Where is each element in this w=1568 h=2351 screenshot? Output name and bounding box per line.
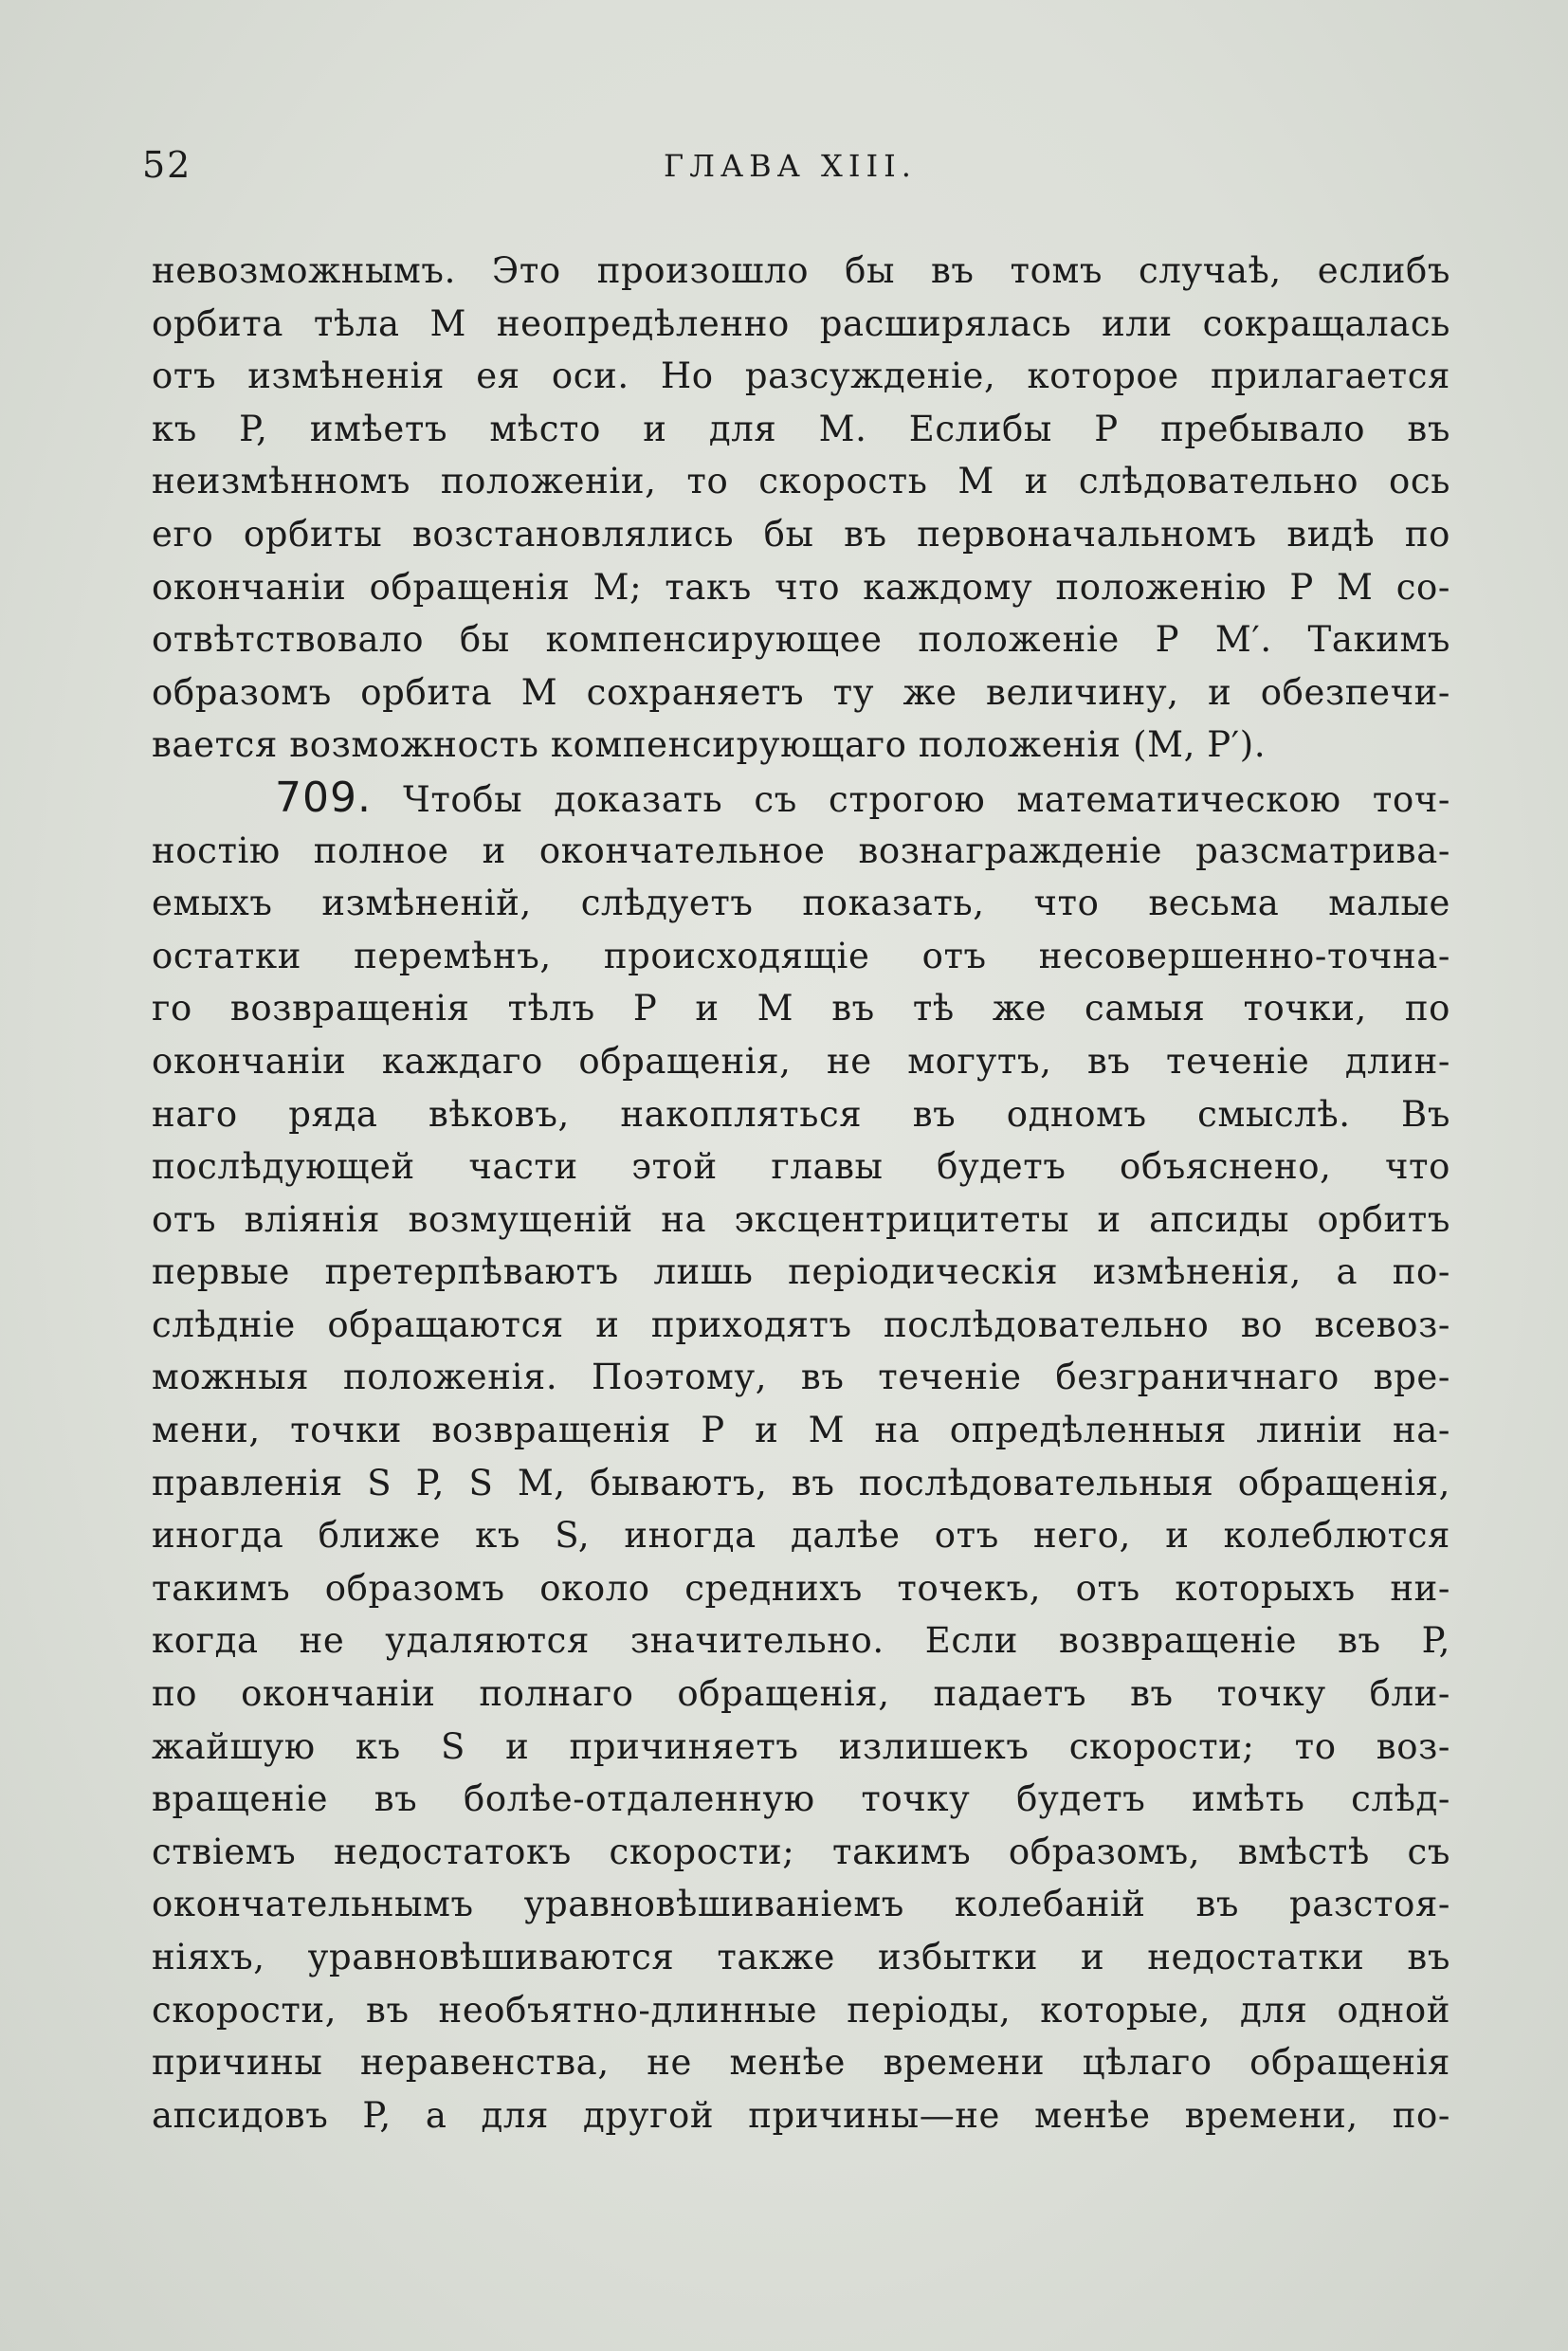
text-line: скорости, въ необъятно-длинные періоды, которые, для одной — [152, 1989, 1450, 2031]
text-line: такимъ образомъ около среднихъ точекъ, отъ которыхъ ни- — [152, 1567, 1450, 1609]
text-line: отъ вліянія возмущеній на эксцентрицитеты и апсиды орбитъ — [152, 1198, 1450, 1240]
text-line: отвѣтствовало бы компенсирующее положеніе P M′. Такимъ — [152, 619, 1450, 661]
text-line: орбита тѣла M неопредѣленно расширялась или сокращалась — [152, 302, 1450, 344]
text-line: когда не удаляются значительно. Если возвращеніе въ P, — [152, 1620, 1450, 1662]
text-line: окончательнымъ уравновѣшиваніемъ колебаній въ разстоя- — [152, 1884, 1450, 1925]
text-line: вращеніе въ болѣе-отдаленную точку будетъ имѣть слѣд- — [152, 1778, 1450, 1820]
text-line: апсидовъ P, а для другой причины—не менѣе времени, по- — [152, 2094, 1450, 2136]
text-line: отъ измѣненія ея оси. Но разсужденіе, которое прилагается — [152, 355, 1450, 397]
paragraph-number: 709. — [275, 773, 372, 822]
text-line: го возвращенія тѣлъ P и M въ тѣ же самыя точки, по — [152, 988, 1450, 1030]
text-line: по окончаніи полнаго обращенія, падаетъ въ точку бли- — [152, 1673, 1450, 1715]
chapter-title: ГЛАВА XIII. — [664, 148, 917, 184]
paragraph-start-line — [152, 772, 1450, 825]
text-line: первые претерпѣваютъ лишь періодическія измѣненія, а по- — [152, 1251, 1450, 1293]
text-line: иногда ближе къ S, иногда далѣе отъ него, и колеблются — [152, 1515, 1450, 1557]
text-line: слѣдніе обращаются и приходятъ послѣдовательно во всевоз- — [152, 1303, 1450, 1345]
page-number: 52 — [142, 144, 192, 186]
text-line: окончаніи каждаго обращенія, не могутъ, въ теченіе длин- — [152, 1040, 1450, 1082]
text-line: вается возможность компенсирующаго положенія (M, P′). — [152, 724, 1267, 766]
text-line: образомъ орбита M сохраняетъ ту же величину, и обезпечи- — [152, 671, 1450, 713]
text-line: причины неравенства, не менѣе времени цѣлаго обращенія — [152, 2042, 1450, 2084]
page-header — [142, 144, 1469, 201]
text-line: послѣдующей части этой главы будетъ объяснено, что — [152, 1146, 1450, 1188]
text-line: наго ряда вѣковъ, накопляться въ одномъ смыслѣ. Въ — [152, 1093, 1450, 1135]
text-line: окончаніи обращенія M; такъ что каждому положенію P M со- — [152, 566, 1450, 608]
text-line: ствіемъ недостатокъ скорости; такимъ образомъ, вмѣстѣ съ — [152, 1831, 1450, 1872]
text-line: ніяхъ, уравновѣшиваются также избытки и недостатки въ — [152, 1937, 1450, 1977]
text-line: Чтобы доказать съ строгою математическою точ- — [403, 778, 1450, 820]
text-line: можныя положенія. Поэтому, въ теченіе безграничнаго вре- — [152, 1357, 1450, 1398]
body-text — [152, 245, 1450, 2141]
text-line: къ P, имѣетъ мѣсто и для M. Еслибы P пребывало въ — [152, 408, 1450, 449]
text-line: мени, точки возвращенія P и M на опредѣленныя линіи на- — [152, 1410, 1450, 1451]
text-line: емыхъ измѣненій, слѣдуетъ показать, что весьма малые — [152, 883, 1450, 924]
text-line: правленія S P, S M, бываютъ, въ послѣдовательныя обращенія, — [152, 1462, 1450, 1504]
text-line: неизмѣнномъ положеніи, то скорость M и слѣдовательно ось — [152, 461, 1450, 502]
text-line: ностію полное и окончательное вознагражденіе разсматрива- — [152, 829, 1450, 871]
text-line: остатки перемѣнъ, происходящіе отъ несовершенно-точна- — [152, 935, 1450, 976]
text-line: невозможнымъ. Это произошло бы въ томъ случаѣ, еслибъ — [152, 250, 1450, 291]
text-line: его орбиты возстановлялись бы въ первоначальномъ видѣ по — [152, 513, 1450, 555]
text-line: жайшую къ S и причиняетъ излишекъ скорости; то воз- — [152, 1725, 1450, 1767]
